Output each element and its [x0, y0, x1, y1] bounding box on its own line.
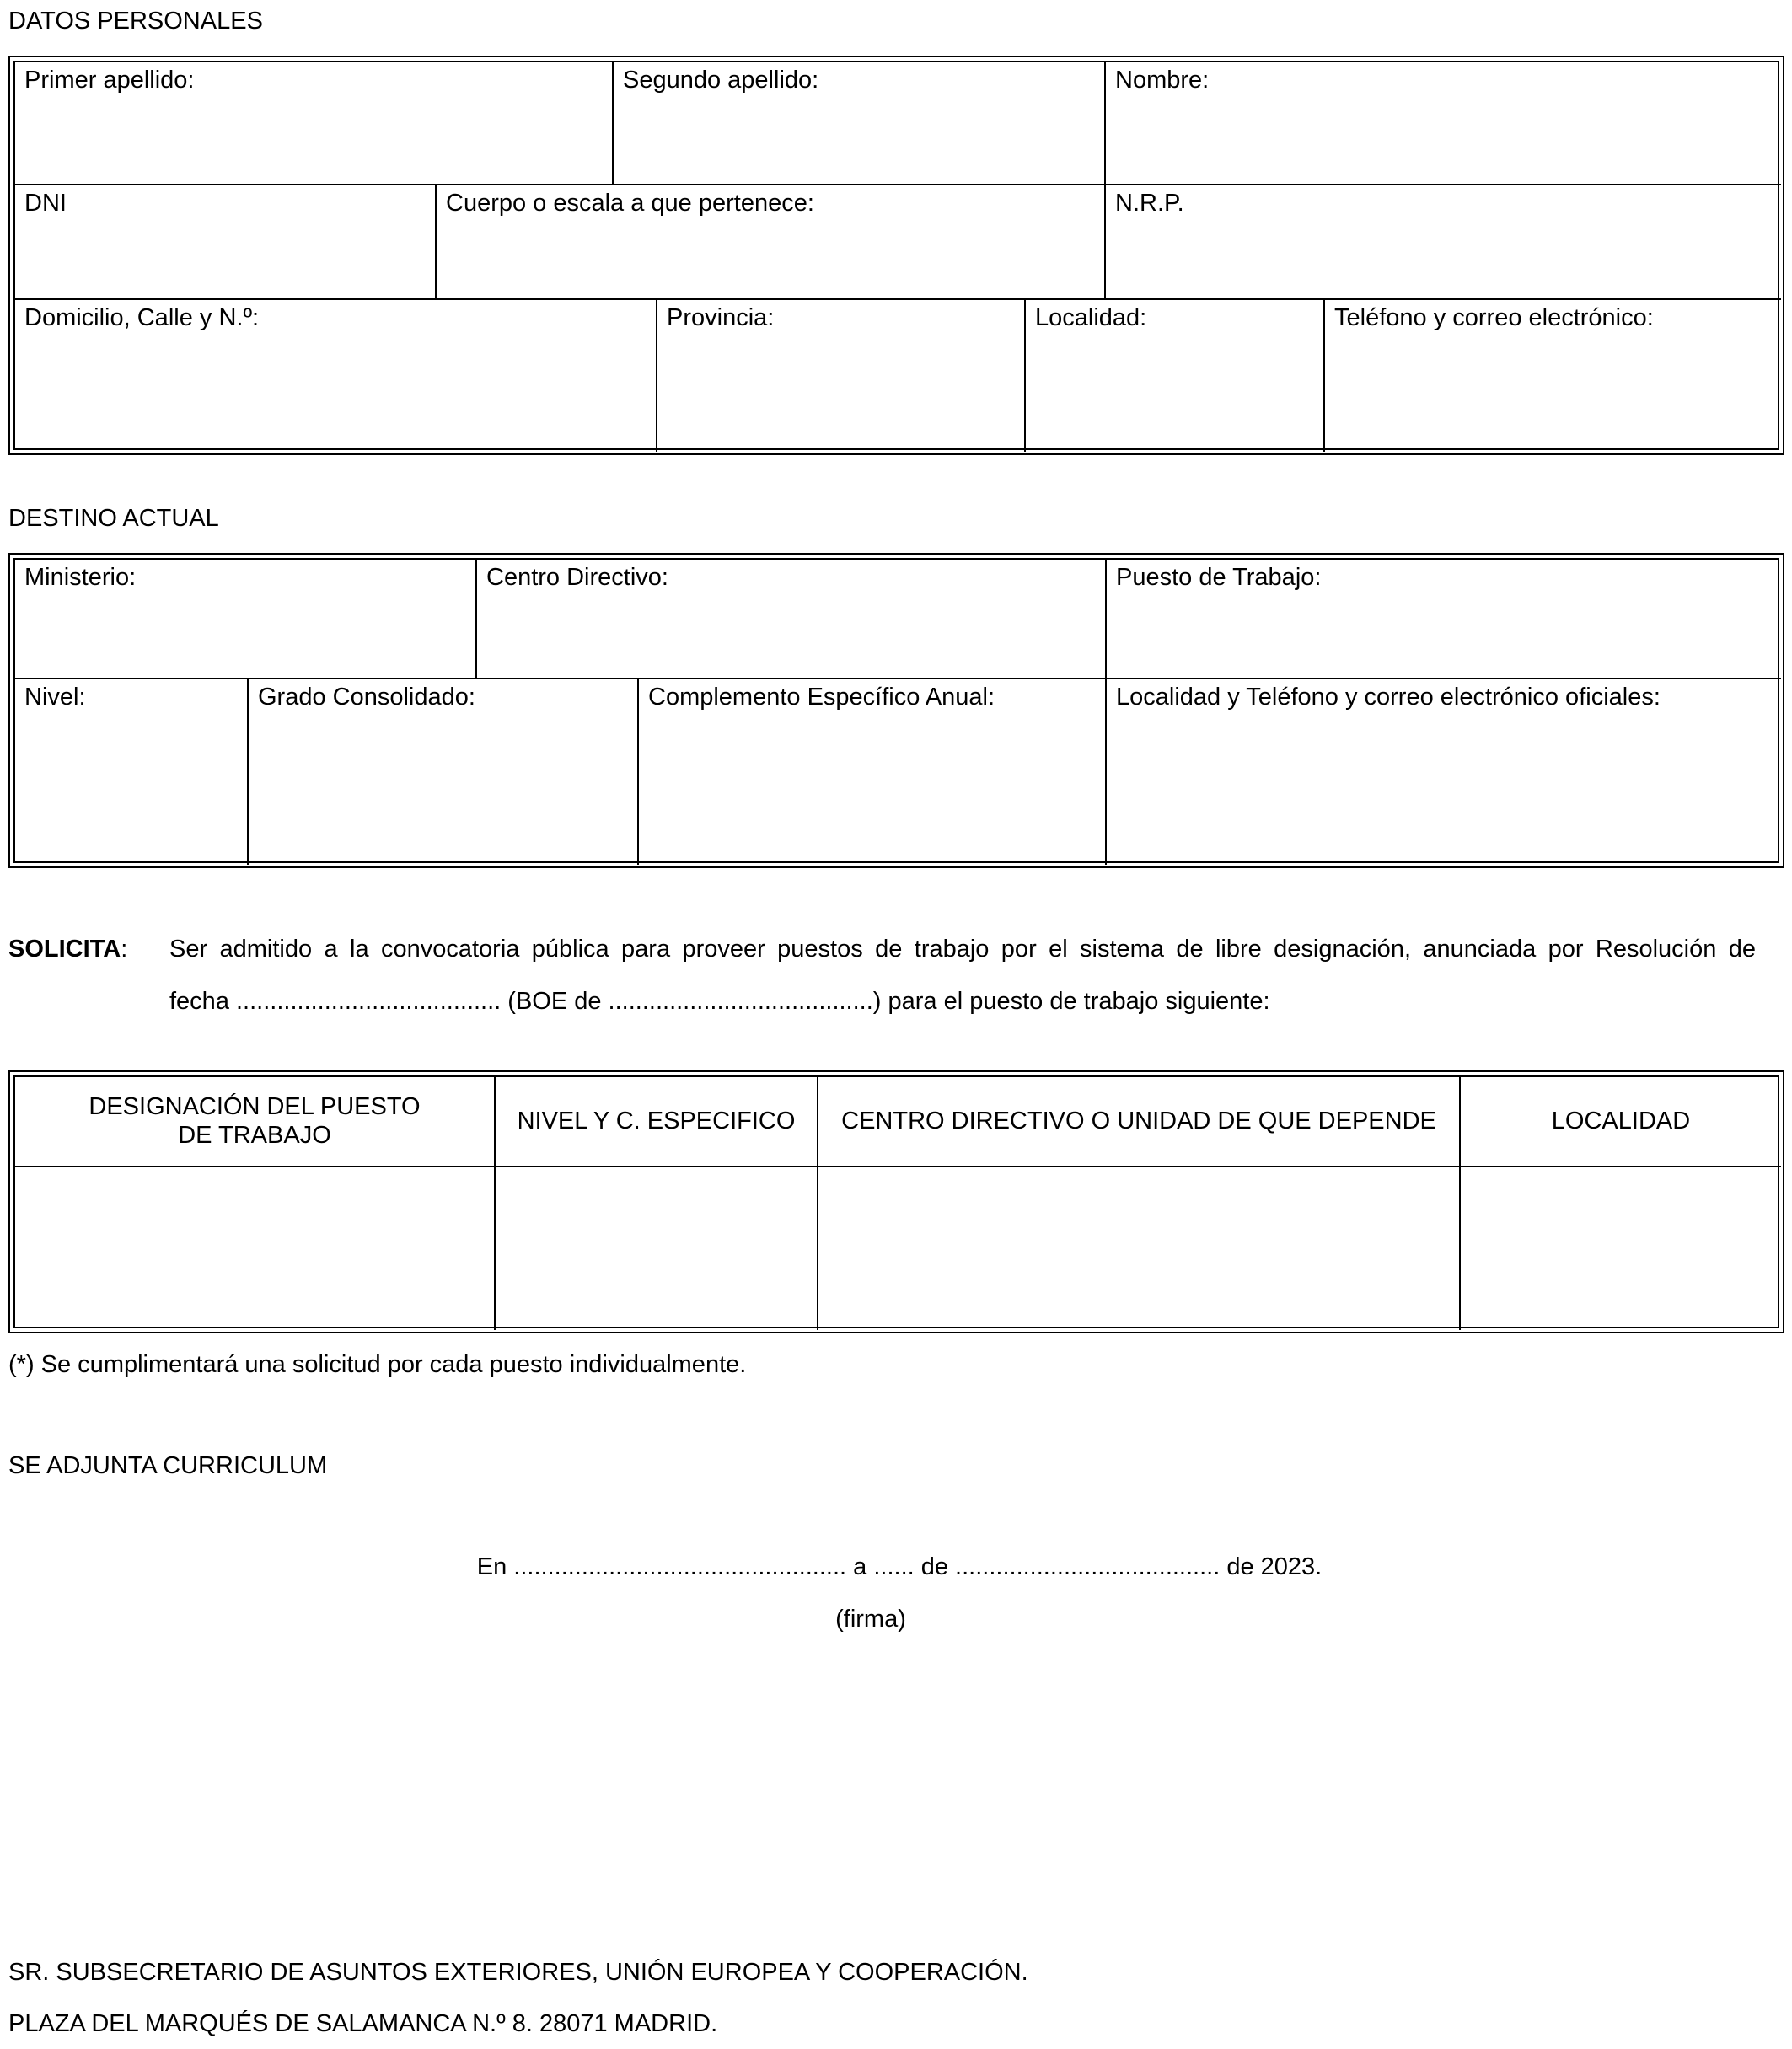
- field-centro-directivo[interactable]: [477, 560, 1107, 679]
- header-label: NIVEL Y C. ESPECIFICO: [517, 1107, 796, 1134]
- field-label: Primer apellido:: [24, 67, 195, 94]
- field-ministerio[interactable]: [15, 560, 477, 679]
- field-label: Cuerpo o escala a que pertenece:: [446, 190, 814, 217]
- header-label: LOCALIDAD: [1551, 1107, 1691, 1134]
- field-nrp[interactable]: [1106, 185, 1781, 300]
- header-designacion-puesto: [15, 1077, 496, 1167]
- field-label: Grado Consolidado:: [258, 684, 475, 711]
- header-centro-directivo: [818, 1077, 1461, 1167]
- header-localidad: [1461, 1077, 1781, 1167]
- input-nivel-c-especifico[interactable]: [496, 1167, 818, 1330]
- field-grado-consolidado[interactable]: [249, 679, 639, 865]
- input-centro-directivo[interactable]: [818, 1167, 1461, 1330]
- footnote: (*) Se cumplimentará una solicitud por cada puesto individualmente.: [8, 1351, 747, 1378]
- field-provincia[interactable]: [657, 300, 1026, 452]
- field-localidad-telefono-oficiales[interactable]: [1107, 679, 1781, 865]
- field-telefono-correo[interactable]: [1325, 300, 1781, 452]
- solicita-colon: :: [121, 936, 128, 963]
- field-complemento-especifico[interactable]: [639, 679, 1107, 865]
- field-domicilio[interactable]: [15, 300, 657, 452]
- addressee-line-2: PLAZA DEL MARQUÉS DE SALAMANCA N.º 8. 28071 MADRID.: [8, 2010, 718, 2037]
- solicita-label: [8, 936, 127, 963]
- field-label: Nivel:: [24, 684, 86, 711]
- field-nivel[interactable]: [15, 679, 249, 865]
- solicita-line-1: Ser admitido a la convocatoria pública para proveer puestos de trabajo por el sistema de libre designación, anunciada por Resolución de: [169, 936, 1756, 963]
- field-label: Teléfono y correo electrónico:: [1334, 304, 1654, 331]
- date-line: En ................................................. a ...... de ....................................... de 2023.: [476, 1553, 1323, 1580]
- field-label: Nombre:: [1115, 67, 1210, 94]
- header-label: CENTRO DIRECTIVO O UNIDAD DE QUE DEPENDE: [841, 1107, 1436, 1134]
- field-nombre[interactable]: [1106, 62, 1781, 185]
- field-label: Segundo apellido:: [623, 67, 819, 94]
- field-puesto-trabajo[interactable]: [1107, 560, 1781, 679]
- field-dni[interactable]: [15, 185, 437, 300]
- destino-actual-box: [8, 553, 1784, 868]
- signature-label: (firma): [835, 1606, 906, 1633]
- header-nivel-c-especifico: [496, 1077, 818, 1167]
- section-heading-destino-actual: DESTINO ACTUAL: [8, 505, 219, 532]
- field-label: Ministerio:: [24, 564, 137, 591]
- solicita-line-2: fecha ....................................... (BOE de .......................................) para el puesto de trabajo siguiente:: [169, 988, 1270, 1015]
- puesto-table-grid: [13, 1075, 1779, 1328]
- datos-personales-box: [8, 56, 1784, 455]
- field-label: Complemento Específico Anual:: [648, 684, 995, 711]
- field-label: Localidad y Teléfono y correo electrónico oficiales:: [1116, 684, 1661, 711]
- field-primer-apellido[interactable]: [15, 62, 614, 185]
- field-label: DNI: [24, 190, 67, 217]
- field-cuerpo-escala[interactable]: [437, 185, 1106, 300]
- destino-actual-grid: [13, 558, 1779, 863]
- field-label: Domicilio, Calle y N.º:: [24, 304, 260, 331]
- field-segundo-apellido[interactable]: [614, 62, 1106, 185]
- field-label: Localidad:: [1035, 304, 1147, 331]
- header-label: DESIGNACIÓN DEL PUESTO DE TRABAJO: [89, 1093, 421, 1149]
- input-localidad[interactable]: [1461, 1167, 1781, 1330]
- datos-personales-grid: [13, 61, 1779, 450]
- section-heading-datos-personales: DATOS PERSONALES: [8, 8, 263, 35]
- solicita-label-text: SOLICITA: [8, 936, 121, 963]
- field-label: Provincia:: [667, 304, 775, 331]
- field-localidad[interactable]: [1026, 300, 1325, 452]
- field-label: Centro Directivo:: [486, 564, 668, 591]
- curriculum-note: SE ADJUNTA CURRICULUM: [8, 1452, 328, 1479]
- field-label: Puesto de Trabajo:: [1116, 564, 1322, 591]
- input-designacion-puesto[interactable]: [15, 1167, 496, 1330]
- addressee-line-1: SR. SUBSECRETARIO DE ASUNTOS EXTERIORES, UNIÓN EUROPEA Y COOPERACIÓN.: [8, 1959, 1028, 1986]
- puesto-table: [8, 1070, 1784, 1333]
- field-label: N.R.P.: [1115, 190, 1184, 217]
